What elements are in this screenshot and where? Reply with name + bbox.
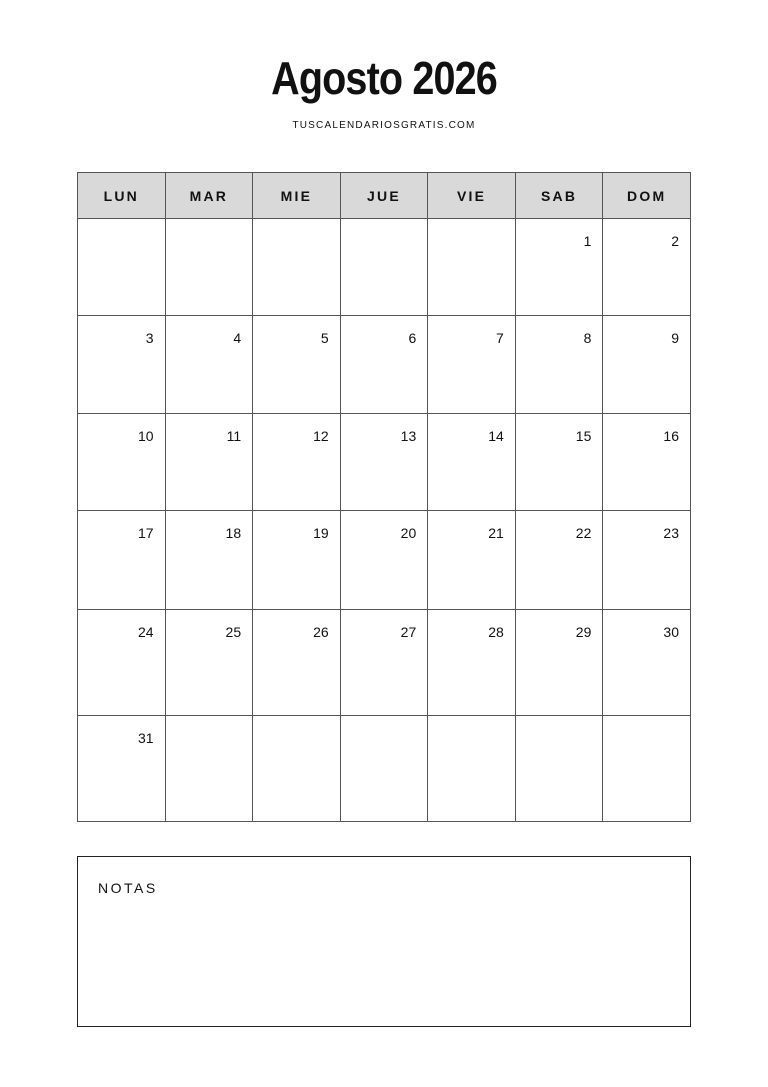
- day-cell: [428, 219, 516, 316]
- day-cell: 27: [340, 610, 428, 716]
- day-cell: [515, 716, 603, 822]
- weekday-friday: VIE: [428, 173, 516, 219]
- day-cell: 31: [78, 716, 166, 822]
- day-cell: [253, 219, 341, 316]
- week-row: [78, 610, 691, 716]
- day-cell: 5: [253, 316, 341, 414]
- week-row: [78, 414, 691, 511]
- day-cell: [253, 716, 341, 822]
- day-cell: 15: [515, 414, 603, 511]
- day-cell: 6: [340, 316, 428, 414]
- calendar-grid: [77, 172, 691, 822]
- day-cell: 26: [253, 610, 341, 716]
- day-cell: [78, 219, 166, 316]
- day-cell: 8: [515, 316, 603, 414]
- day-cell: 1: [515, 219, 603, 316]
- weekday-thursday: JUE: [340, 173, 428, 219]
- day-cell: 23: [603, 511, 691, 610]
- weekday-tuesday: MAR: [165, 173, 253, 219]
- day-cell: 14: [428, 414, 516, 511]
- page-title: Agosto 2026: [271, 52, 497, 104]
- weekday-sunday: DOM: [603, 173, 691, 219]
- day-cell: 20: [340, 511, 428, 610]
- day-cell: 2: [603, 219, 691, 316]
- day-cell: 9: [603, 316, 691, 414]
- day-cell: 11: [165, 414, 253, 511]
- day-cell: 4: [165, 316, 253, 414]
- day-cell: 3: [78, 316, 166, 414]
- notes-label: NOTAS: [98, 880, 158, 896]
- day-cell: [340, 219, 428, 316]
- website-label: TUSCALENDARIOSGRATIS.COM: [292, 120, 476, 131]
- day-cell: 10: [78, 414, 166, 511]
- day-cell: 25: [165, 610, 253, 716]
- day-cell: 19: [253, 511, 341, 610]
- weekday-monday: LUN: [78, 173, 166, 219]
- weekday-wednesday: MIE: [253, 173, 341, 219]
- day-cell: [165, 716, 253, 822]
- week-row: [78, 716, 691, 822]
- day-cell: 21: [428, 511, 516, 610]
- day-cell: 12: [253, 414, 341, 511]
- day-cell: 17: [78, 511, 166, 610]
- day-cell: [340, 716, 428, 822]
- notes-box[interactable]: [77, 856, 691, 1027]
- day-cell: 30: [603, 610, 691, 716]
- day-cell: 7: [428, 316, 516, 414]
- week-row: [78, 511, 691, 610]
- day-cell: 16: [603, 414, 691, 511]
- day-cell: 18: [165, 511, 253, 610]
- week-row: [78, 219, 691, 316]
- day-cell: 22: [515, 511, 603, 610]
- day-cell: [428, 716, 516, 822]
- day-cell: 28: [428, 610, 516, 716]
- day-cell: 29: [515, 610, 603, 716]
- weekday-header-row: [78, 173, 691, 219]
- day-cell: [165, 219, 253, 316]
- day-cell: 24: [78, 610, 166, 716]
- day-cell: 13: [340, 414, 428, 511]
- week-row: [78, 316, 691, 414]
- weekday-saturday: SAB: [515, 173, 603, 219]
- day-cell: [603, 716, 691, 822]
